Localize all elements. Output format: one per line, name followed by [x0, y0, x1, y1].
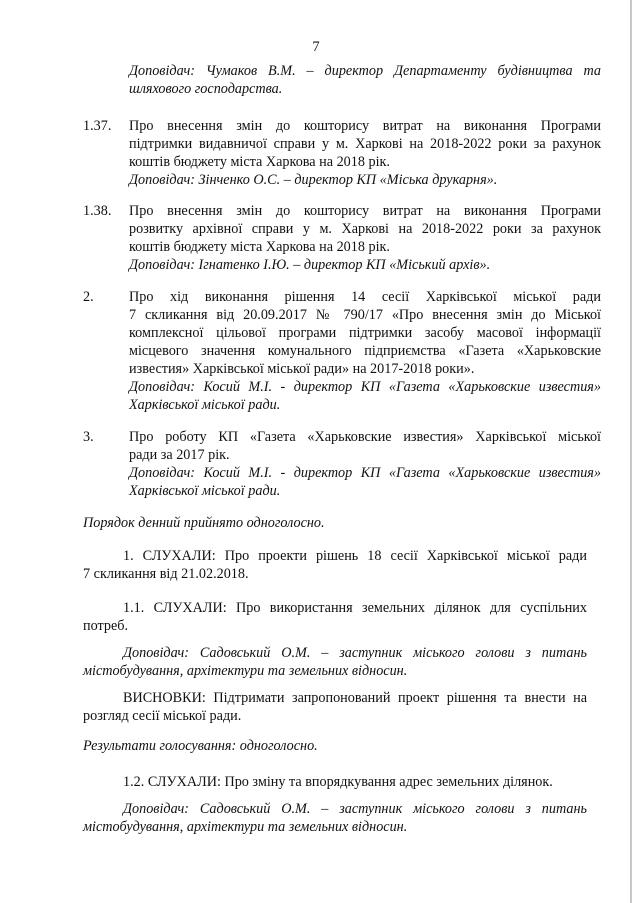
item-text: коштів бюджету міста Харкова на 2018 рік.: [129, 239, 390, 255]
speaker-line: Доповідач: Косий М.І. - директор КП «Газета «Харьковские известия»: [129, 379, 601, 395]
conclusion-line: ВИСНОВКИ: Підтримати запропонований проект рішення та внести на: [123, 690, 587, 706]
item-text: підтримки видавничої справи у м. Харкові на 2018-2022 роки за рахунок: [129, 136, 601, 152]
item-text: Про роботу КП «Газета «Харьковские известия» Харківської міської: [129, 429, 601, 445]
item-number: 1.37.: [83, 118, 112, 134]
conclusion-line: розгляд сесії міської ради.: [83, 708, 242, 724]
item-text: коштів бюджету міста Харкова на 2018 рік.: [129, 154, 390, 170]
speaker-line: Харківської міської ради.: [129, 397, 281, 413]
heard-line: 1. СЛУХАЛИ: Про проекти рішень 18 сесії Харківської міської ради: [123, 548, 587, 564]
page-number: 7: [312, 39, 320, 55]
speaker-line: Доповідач: Ігнатенко І.Ю. – директор КП «Міський архів».: [129, 257, 491, 273]
heard-line: потреб.: [83, 618, 129, 634]
speaker-line: Доповідач: Садовський О.М. – заступник міського голови з питань: [123, 801, 587, 817]
item-text: известия» Харківської міської ради» на 2017-2018 роки».: [129, 361, 475, 377]
item-text: ради за 2017 рік.: [129, 447, 230, 463]
item-text: комплексної цільової програми підтримки засобу масової інформації: [129, 325, 601, 341]
item-text: Про хід виконання рішення 14 сесії Харківської міської ради: [129, 289, 601, 305]
item-number: 3.: [83, 429, 94, 445]
speaker-line: містобудування, архітектури та земельних відносин.: [83, 663, 408, 679]
item-text: 7 скликання від 20.09.2017 № 790/17 «Про внесення змін до Міської: [129, 307, 601, 323]
item-number: 2.: [83, 289, 94, 305]
item-number: 1.38.: [83, 203, 112, 219]
speaker-line: шляхового господарства.: [129, 81, 283, 97]
heard-line: 1.2. СЛУХАЛИ: Про зміну та впорядкування адрес земельних ділянок.: [123, 774, 553, 790]
voting-result: Результати голосування: одноголосно.: [83, 738, 318, 754]
item-text: Про внесення змін до кошторису витрат на виконання Програми: [129, 203, 601, 219]
item-text: Про внесення змін до кошторису витрат на виконання Програми: [129, 118, 601, 134]
speaker-line: Доповідач: Чумаков В.М. – директор Департаменту будівництва та: [129, 63, 601, 79]
agenda-adopted: Порядок денний прийнято одноголосно.: [83, 515, 325, 531]
item-text: розвитку архівної справи у м. Харкові на 2018-2022 роки за рахунок: [129, 221, 601, 237]
speaker-line: містобудування, архітектури та земельних відносин.: [83, 819, 408, 835]
heard-line: 1.1. СЛУХАЛИ: Про використання земельних ділянок для суспільних: [123, 600, 587, 616]
heard-line: 7 скликання від 21.02.2018.: [83, 566, 249, 582]
speaker-line: Доповідач: Садовський О.М. – заступник міського голови з питань: [123, 645, 587, 661]
speaker-line: Доповідач: Косий М.І. - директор КП «Газета «Харьковские известия»: [129, 465, 601, 481]
item-text: місцевого значення комунального підприємства «Газета «Харьковские: [129, 343, 601, 359]
speaker-line: Харківської міської ради.: [129, 483, 281, 499]
speaker-line: Доповідач: Зінченко О.С. – директор КП «Міська друкарня».: [129, 172, 498, 188]
